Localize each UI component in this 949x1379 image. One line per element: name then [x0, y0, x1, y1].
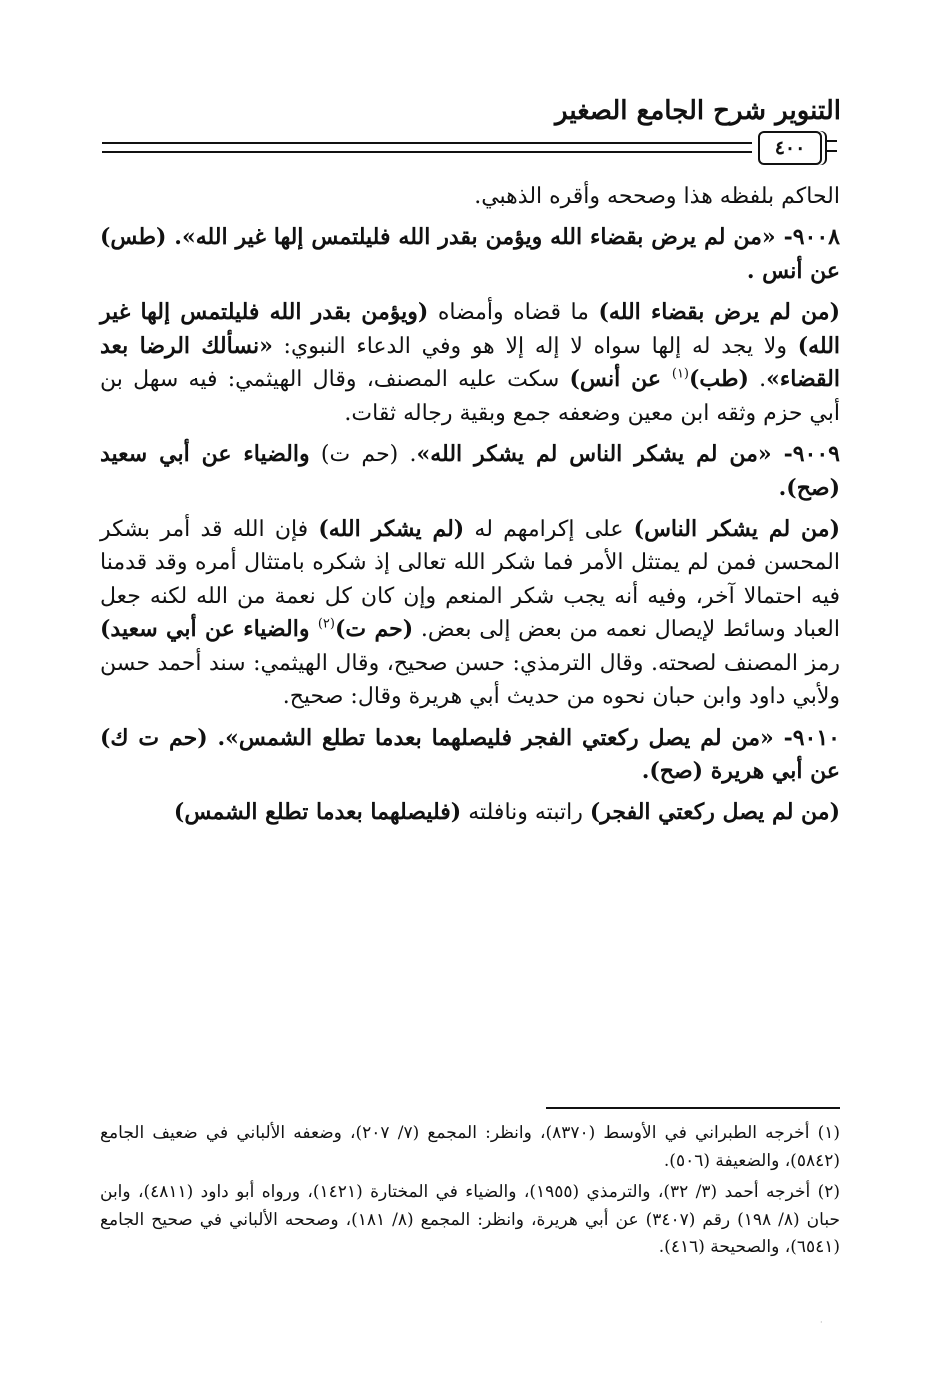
text-run: ولا يجد له إلها سواه لا إله إلا هو وفي الدعاء النبوي: — [272, 333, 798, 359]
text-run: رمز المصنف لصحته. وقال الترمذي: حسن صحيح، وقال الهيثمي: سند أحمد حسن ولأبي داود وابن حبان نحوه من حديث أبي هريرة وقال: صحيح. — [100, 650, 840, 710]
text-run: الحاكم بلفظه هذا وصححه وأقره الذهبي. — [474, 184, 840, 209]
text-run: . — [748, 367, 767, 393]
scan-speck: · — [820, 1318, 823, 1327]
quoted-text: «نسألك الرضا بعد القضاء» — [100, 332, 840, 393]
text-run: فإن الله قد أمر بشكر المحسن فمن لم يمتثل الأمر فما شكر الله تعالى إذ شكره بامتثال أمره وقد قدمنا فيه احتمالا آخر، وفيه أنه يجب شكر المنعم وإن كان كل نعمة من الله لكنه جعل العباد وسائط لإيصال نعمه من بعض إلى بعض. — [100, 516, 840, 643]
quoted-text: (من لم يرض بقضاء الله) — [598, 299, 840, 326]
hadith-9008 — [100, 221, 840, 288]
hadith-text: ٩٠٠٩- «من لم يشكر الناس لم يشكر الله» — [416, 441, 840, 468]
footnote-ref-2[interactable]: (٢) — [317, 616, 335, 632]
footnote-1: (١) أخرجه الطبراني في الأوسط (٨٣٧٠)، وانظر: المجمع (٧/ ٢٠٧)، وضعفه الألباني في ضعيف الجامع (٥٨٤٢)، والضعيفة (٥٠٦). — [100, 1123, 840, 1171]
commentary-9009 — [100, 513, 840, 714]
quoted-text: (حم ت) — [334, 616, 414, 643]
footnote-2: (٢) أخرجه أحمد (٣/ ٣٢)، والترمذي (١٩٥٥)، والضياء في المختارة (١٤٢١)، ورواه أبو داود (٤٨١١)، وابن حبان (٨/ ١٩٨) رقم (٣٤٠٧) عن أبي هريرة، وانظر: المجمع (٨/ ١٨١)، وصححه الألباني في صحيح الجامع (٦٥٤١)، والصحيحة (٤١٦). — [100, 1182, 840, 1258]
text-run: على إكرامهم له — [464, 516, 634, 542]
text-run: ما قضاه وأمضاه — [428, 300, 599, 326]
hadith-9010 — [100, 722, 840, 789]
quoted-text: (من لم يصل ركعتي الفجر) — [589, 799, 840, 826]
quoted-text: (فليصلهما بعدما تطلع الشمس) — [173, 799, 462, 826]
hadith-source: والضياء عن أبي سعيد (صح). — [100, 441, 840, 501]
quoted-text: (ويؤمن بقدر الله فليلتمس إلها غير الله) — [100, 299, 841, 359]
paragraph — [100, 180, 840, 213]
running-title: التنوير شرح الجامع الصغير — [555, 96, 841, 126]
quoted-text: والضياء عن أبي سعيد) — [100, 616, 318, 643]
header-rule — [102, 142, 752, 153]
quoted-text: عن أنس) — [569, 366, 672, 393]
footnote-ref-1[interactable]: (١) — [671, 366, 689, 382]
page-number-ornament — [825, 140, 837, 152]
hadith-text: ٩٠١٠- «من لم يصل ركعتي الفجر فليصلهما بعدما تطلع الشمس». (حم ت ك) عن أبي هريرة (صح). — [100, 724, 840, 784]
quoted-text: (لم يشكر الله) — [318, 515, 465, 542]
hadith-9009 — [100, 438, 840, 505]
text-run: سكت عليه المصنف، وقال الهيثمي: فيه سهل بن أبي حزم وثقه ابن معين وضعفه جمع وبقية رجاله ثقات. — [100, 367, 840, 426]
quoted-text: (من لم يشكر الناس) — [633, 515, 840, 542]
text-run: راتبته ونافلته — [461, 800, 590, 826]
commentary-9010 — [100, 796, 840, 829]
footnote-separator — [546, 1107, 840, 1109]
page-number: ٤٠٠ — [758, 131, 822, 165]
main-text — [100, 180, 840, 838]
text-run: . (حم ت) — [309, 442, 417, 468]
quoted-text: (طب) — [689, 366, 749, 393]
commentary-9008 — [100, 296, 840, 430]
hadith-text: ٩٠٠٨- «من لم يرض بقضاء الله ويؤمن بقدر الله فليلتمس إلها غير الله». (طس) عن أنس . — [100, 224, 840, 284]
footnotes — [100, 1120, 840, 1266]
